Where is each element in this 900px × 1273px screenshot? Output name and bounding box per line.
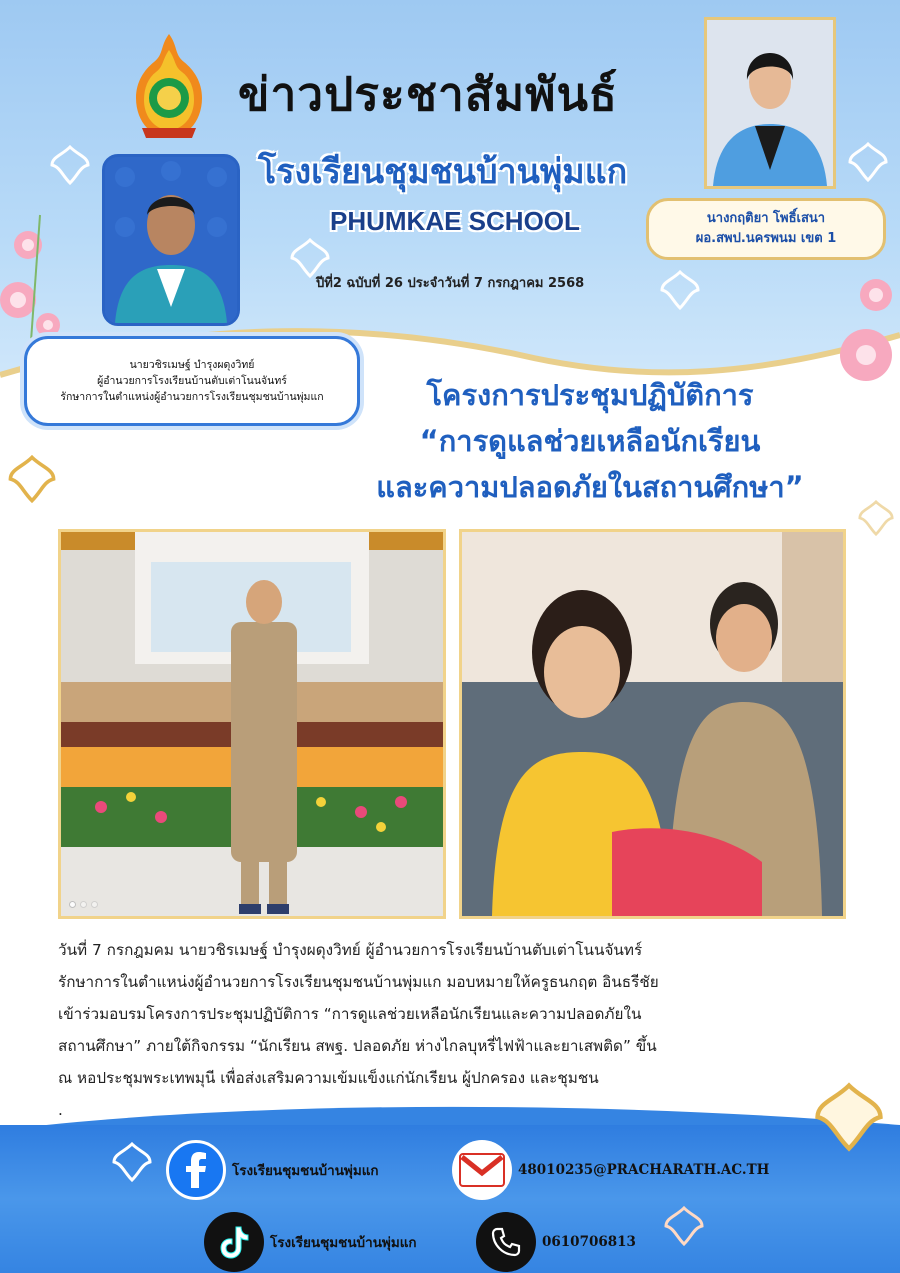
- director-acting-position: รักษาการในตำแหน่งผู้อำนวยการโรงเรียนชุมชนบ้านพุ่มแก: [60, 391, 324, 403]
- page-title: ข่าวประชาสัมพันธ์: [238, 67, 619, 121]
- project-title-line-2: “การดูแลช่วยเหลือนักเรียน: [419, 424, 761, 458]
- official-info-badge: [646, 198, 886, 260]
- article-line: รักษาการในตำแหน่งผู้อำนวยการโรงเรียนชุมชนบ้านพุ่มแก มอบหมายให้ครูธนกฤต อินธรีชัย: [58, 973, 659, 991]
- director-info-badge: [24, 336, 360, 426]
- official-portrait: [704, 17, 836, 189]
- gmail-icon: [452, 1140, 512, 1200]
- facebook-icon: [166, 1140, 226, 1200]
- director-name: นายวชิรเมษฐ์ บำรุงผดุงวิทย์: [129, 359, 255, 371]
- ornament-icon: [112, 1142, 152, 1182]
- ornament-icon: [858, 500, 894, 536]
- event-photo-1-image: [61, 532, 443, 916]
- project-title-line-1: โครงการประชุมปฏิบัติการ: [426, 378, 754, 412]
- ornament-icon: [660, 270, 700, 310]
- article-line: .: [58, 1101, 63, 1119]
- event-photo-teacher: [58, 529, 446, 919]
- email-contact[interactable]: [452, 1140, 769, 1200]
- article-line: สถานศึกษา” ภายใต้กิจกรรม “นักเรียน สพฐ. ปลอดภัย ห่างไกลบุหรี่ไฟฟ้าและยาเสพติด” ขึ้น: [58, 1037, 657, 1055]
- school-name-english: PHUMKAE SCHOOL: [330, 206, 580, 236]
- carousel-dots: [69, 901, 98, 908]
- event-photo-2-image: [462, 532, 843, 916]
- tiktok-label: โรงเรียนชุมชนบ้านพุ่มแก: [270, 1235, 417, 1251]
- tiktok-contact[interactable]: [204, 1212, 417, 1272]
- ornament-icon: [50, 145, 90, 185]
- school-emblem-icon: [128, 32, 210, 142]
- director-position: ผู้อำนวยการโรงเรียนบ้านตับเต่าโนนจันทร์: [97, 375, 287, 387]
- tiktok-icon: [204, 1212, 264, 1272]
- phone-contact[interactable]: [476, 1212, 636, 1272]
- article-body: [58, 934, 848, 1126]
- official-position: ผอ.สพป.นครพนม เขต 1: [695, 231, 837, 246]
- article-line: วันที่ 7 กรกฎมคม นายวชิรเมษฐ์ บำรุงผดุงวิทย์ ผู้อำนวยการโรงเรียนบ้านตับเต่าโนนจันทร์: [58, 941, 643, 959]
- ornament-icon: [8, 455, 56, 503]
- ornament-icon: [848, 142, 888, 182]
- project-title: [330, 372, 850, 510]
- email-label: 48010235@PRACHARATH.AC.TH: [518, 1162, 770, 1178]
- official-name: นางกฤติยา โพธิ์เสนา: [706, 211, 826, 226]
- article-line: เข้าร่วมอบรมโครงการประชุมปฏิบัติการ “การดูแลช่วยเหลือนักเรียนและความปลอดภัยใน: [58, 1005, 642, 1023]
- official-photo: [707, 20, 833, 186]
- phone-label: 0610706813: [542, 1234, 636, 1250]
- article-line: ณ หอประชุมพระเทพมุนี เพื่อส่งเสริมความเข้มแข็งแก่นักเรียน ผู้ปกครอง และชุมชน: [58, 1069, 599, 1087]
- issue-info: ปีที่2 ฉบับที่ 26 ประจำวันที่ 7 กรกฎาคม 2568: [316, 276, 585, 291]
- event-photo-attendees: [459, 529, 846, 919]
- director-photo: [105, 157, 237, 323]
- director-portrait: [102, 154, 240, 326]
- project-title-line-3: และความปลอดภัยในสถานศึกษา”: [376, 470, 804, 504]
- ornament-icon: [664, 1206, 704, 1246]
- school-name-thai: โรงเรียนชุมชนบ้านพุ่มแก: [258, 152, 628, 192]
- facebook-label: โรงเรียนชุมชนบ้านพุ่มแก: [232, 1163, 379, 1179]
- phone-icon: [476, 1212, 536, 1272]
- facebook-contact[interactable]: [166, 1140, 379, 1200]
